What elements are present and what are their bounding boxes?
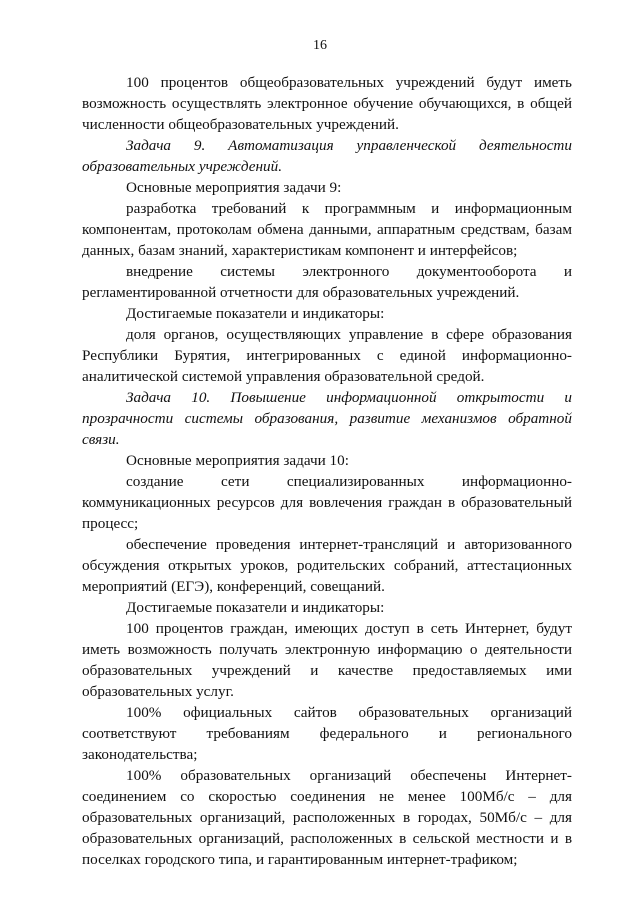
document-body [82, 72, 572, 870]
task-9-indicators-heading: Достигаемые показатели и индикаторы: [126, 305, 385, 322]
task-9-indicator: доля органов, осуществляющих управление в сфере образования Республики Бурятия, интегрированных с единой информационно-аналитической системой управления образовательной средой. [82, 326, 572, 385]
task-10-heading: Задача 10. Повышение информационной открытости и прозрачности системы образования, развитие механизмов обратной связи. [82, 389, 572, 448]
task-9-activities-heading: Основные мероприятия задачи 9: [126, 179, 342, 196]
task-10-activity-broadcasts: обеспечение проведения интернет-трансляций и авторизованного обсуждения открытых уроков, родительских собраний, аттестационных мероприятий (ЕГЭ), конференций, совещаний. [82, 536, 572, 595]
paragraph-target-indicator: 100 процентов общеобразовательных учреждений будут иметь возможность осуществлять электронное обучение обучающихся, в общей численности общеобразовательных учреждений. [82, 74, 572, 133]
task-10-activities-heading: Основные мероприятия задачи 10: [126, 452, 349, 469]
task-10-indicator-internet-access: 100 процентов граждан, имеющих доступ в сеть Интернет, будут иметь возможность получать электронную информацию о деятельности образовательных учреждений и качестве предоставляемых ими образовательных услуг. [82, 620, 572, 700]
task-10-indicator-websites: 100% официальных сайтов образовательных организаций соответствуют требованиям федерального и регионального законодательства; [82, 704, 572, 763]
task-9-activity-requirements: разработка требований к программным и информационным компонентам, протоколам обмена данными, аппаратным средствам, базам данных, базам знаний, характеристикам компонент и интерфейсов; [82, 200, 572, 259]
task-10-indicators-heading: Достигаемые показатели и индикаторы: [126, 599, 385, 616]
task-10-activity-resources: создание сети специализированных информационно-коммуникационных ресурсов для вовлечения граждан в образовательный процесс; [82, 473, 572, 532]
page-number: 16 [313, 38, 327, 53]
task-10-indicator-connection-speed: 100% образовательных организаций обеспечены Интернет-соединением со скоростью соединения не менее 100Мб/с – для образовательных организаций, расположенных в городах, 50Мб/с – для образовательных организаций, расположенных в сельской местности и в поселках городского типа, и гарантированным интернет-трафиком; [82, 767, 572, 868]
task-9-activity-edms: внедрение системы электронного документооборота и регламентированной отчетности для образовательных учреждений. [82, 263, 572, 301]
task-9-heading: Задача 9. Автоматизация управленческой деятельности образовательных учреждений. [82, 137, 572, 175]
